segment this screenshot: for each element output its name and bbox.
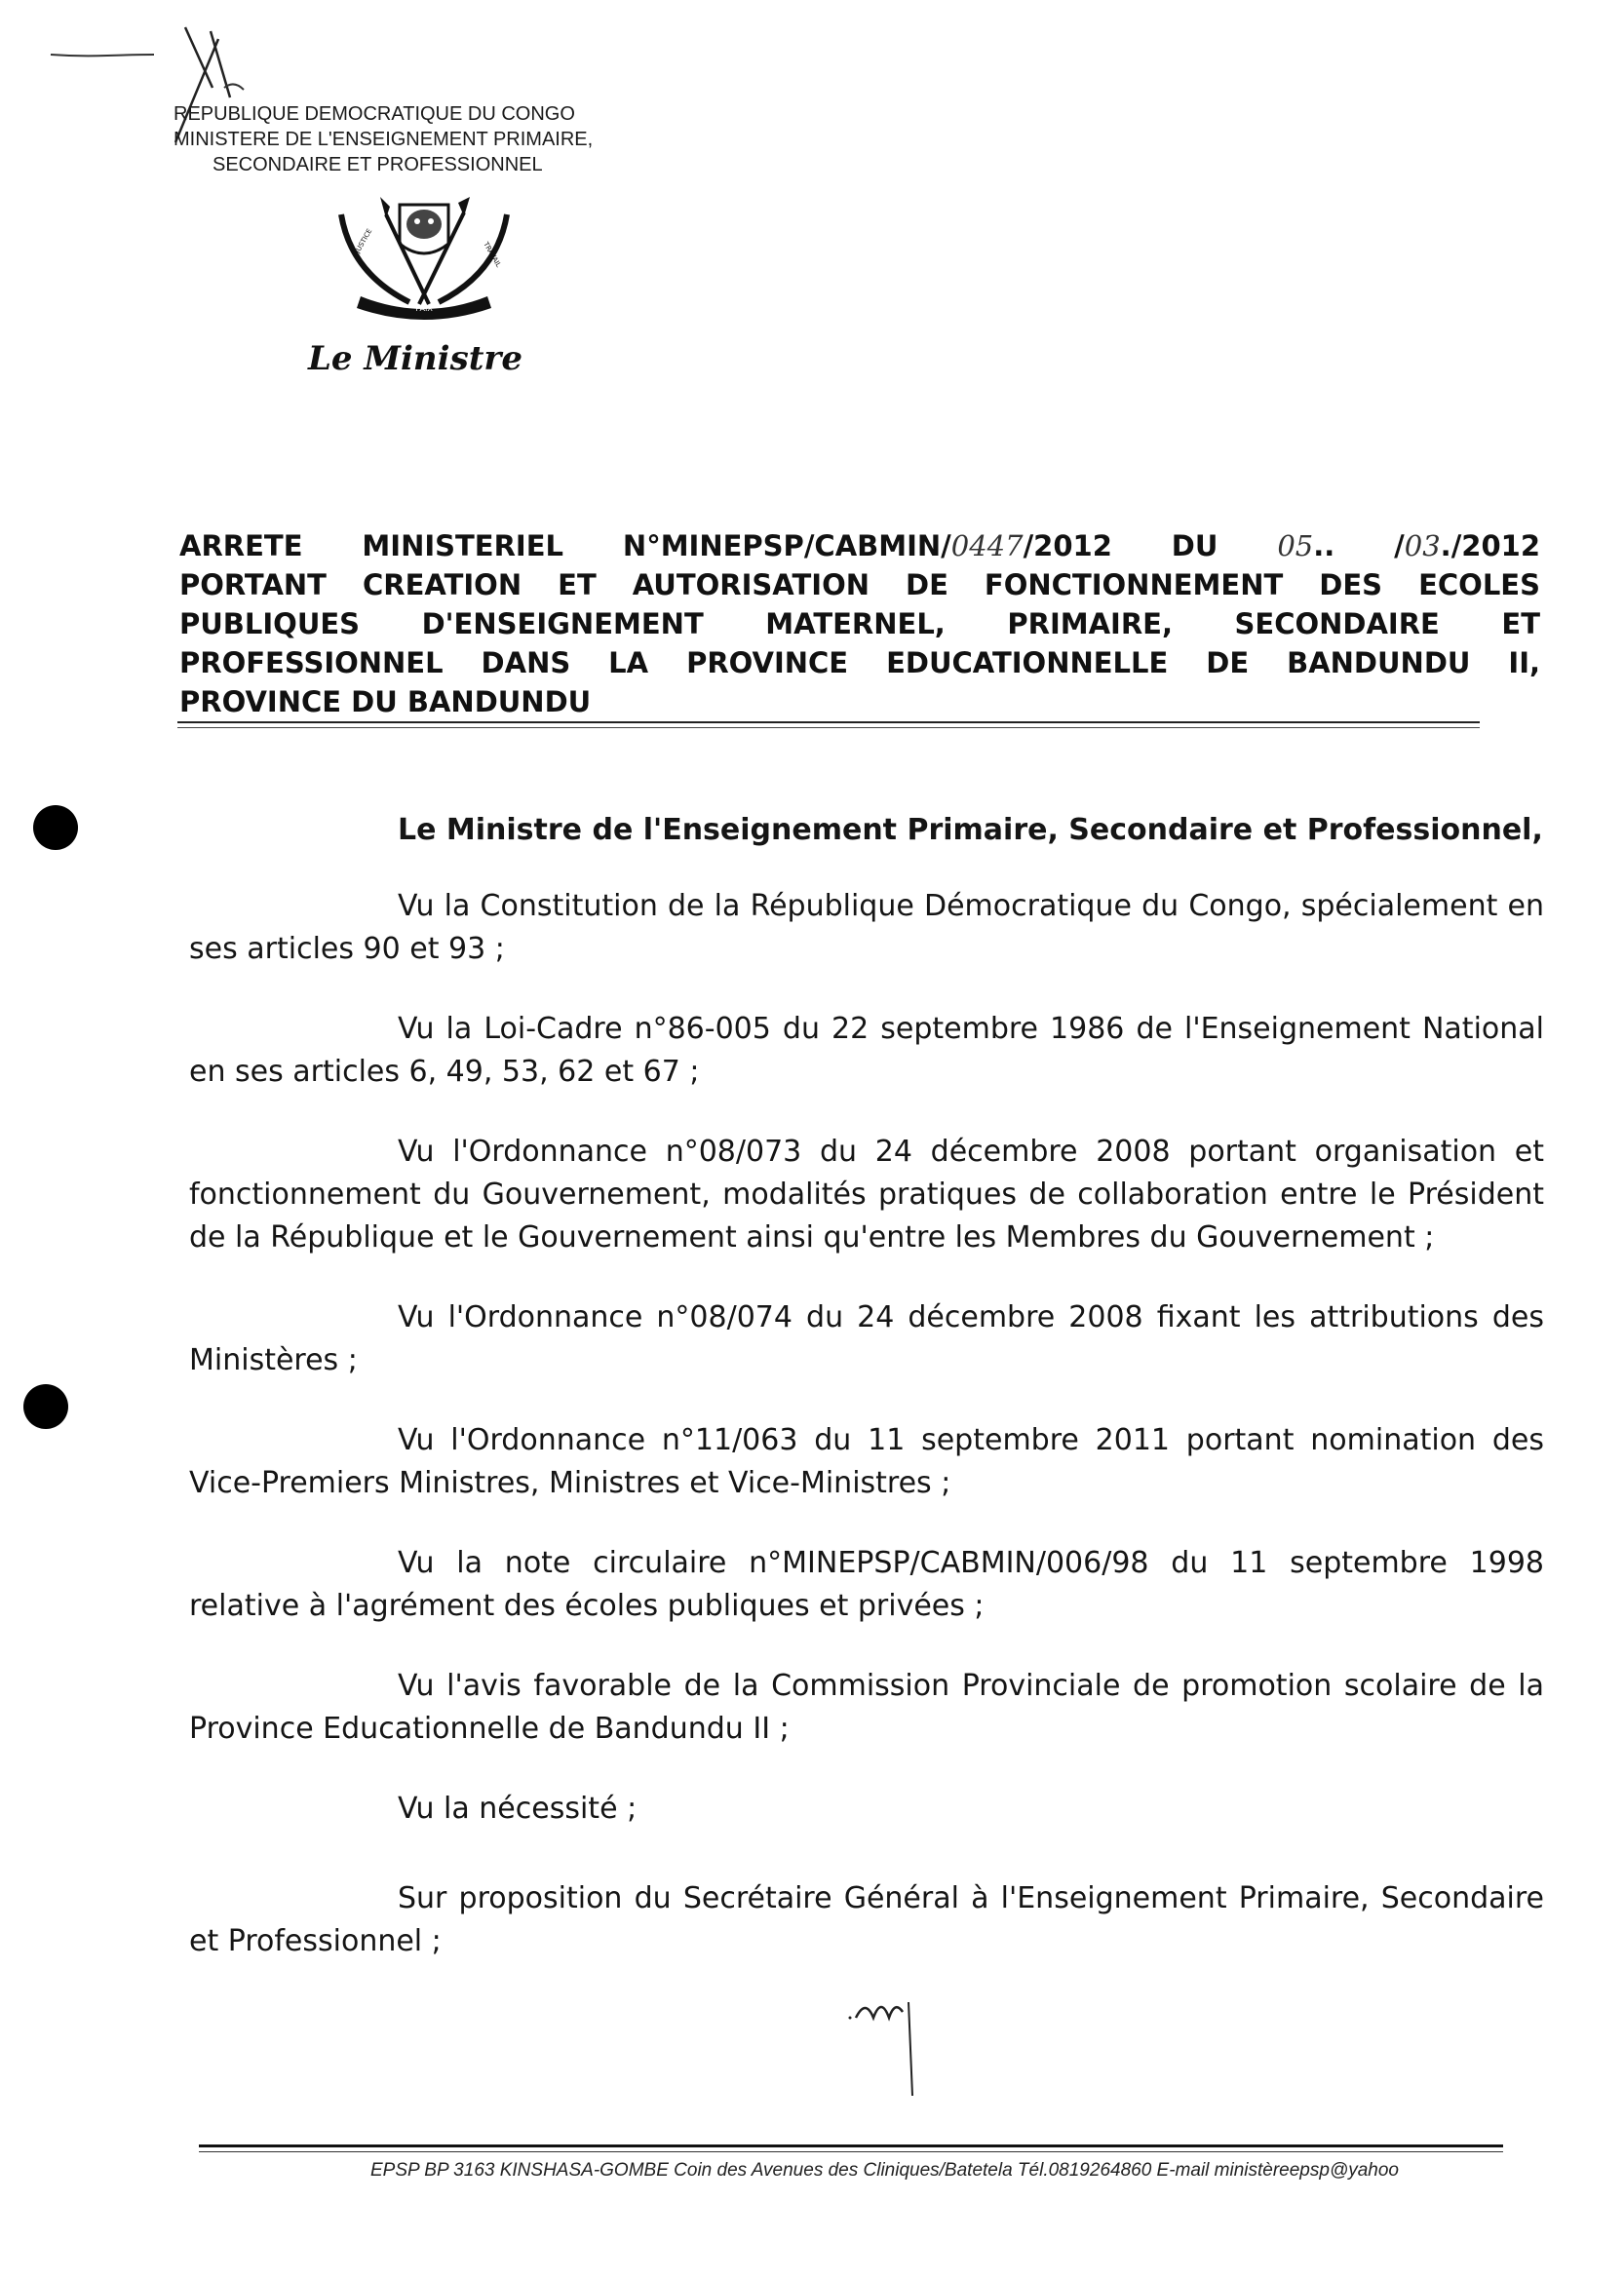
svg-text:PAIX: PAIX <box>415 304 433 313</box>
footer-rule <box>199 2144 1503 2147</box>
recital-loi-cadre: Vu la Loi-Cadre n°86-005 du 22 septembre 1986 de l'Enseignement National en ses articles 6, 49, 53, 62 et 67 ; <box>189 1012 1544 1089</box>
punch-hole-top <box>33 805 78 850</box>
ministry-header <box>174 101 680 177</box>
header-ministry: MINISTERE DE L'ENSEIGNEMENT PRIMAIRE, <box>174 129 594 150</box>
recital-note-circulaire: Vu la note circulaire n°MINEPSP/CABMIN/006/98 du 11 septembre 1998 relative à l'agrément des écoles publiques et privées ; <box>189 1546 1544 1623</box>
recital-avis-commission: Vu l'avis favorable de la Commission Provinciale de promotion scolaire de la Province Educationnelle de Bandundu II ; <box>189 1669 1544 1746</box>
title-line-2: PORTANT CREATION ET AUTORISATION DE FONCTIONNEMENT DES ECOLES <box>179 568 1540 601</box>
svg-text:JUSTICE: JUSTICE <box>353 227 374 254</box>
punch-hole-bottom <box>23 1384 68 1429</box>
recital-necessite: Vu la nécessité ; <box>398 1792 638 1826</box>
header-country: REPUBLIQUE DEMOCRATIQUE DU CONGO <box>174 103 575 125</box>
title-line-1: ARRETE MINISTERIEL N°MINEPSP/CABMIN/0447/2012 DU 05.. /03./2012 <box>179 529 1540 562</box>
svg-text:TRAVAIL: TRAVAIL <box>482 241 503 269</box>
decree-body <box>189 809 1544 2000</box>
recital-ordonnance-08-073: Vu l'Ordonnance n°08/073 du 24 décembre 2008 portant organisation et fonctionnement du Gouvernement, modalités pratiques de collaboration entre le Président de la République et le Gouvernement ainsi qu'entre les Membres du Gouvernement ; <box>189 1135 1544 1255</box>
title-line-3: PUBLIQUES D'ENSEIGNEMENT MATERNEL, PRIMAIRE, SECONDAIRE ET <box>179 607 1540 640</box>
footer-rule-thin <box>199 2151 1503 2152</box>
recital-ordonnance-08-074: Vu l'Ordonnance n°08/074 du 24 décembre 2008 fixant les attributions des Ministères ; <box>189 1300 1544 1377</box>
recital-proposition: Sur proposition du Secrétaire Général à l'Enseignement Primaire, Secondaire et Professionnel ; <box>189 1881 1544 1958</box>
handwritten-signature-mark <box>846 1989 944 2105</box>
decree-title <box>179 526 1540 721</box>
recital-constitution: Vu la Constitution de la République Démocratique du Congo, spécialement en ses articles 90 et 93 ; <box>189 889 1544 966</box>
title-line-4: PROFESSIONNEL DANS LA PROVINCE EDUCATIONNELLE DE BANDUNDU II, <box>179 646 1540 679</box>
title-underline-thin <box>177 727 1480 728</box>
header-ministry-cont: SECONDAIRE ET PROFESSIONNEL <box>213 154 543 175</box>
minister-heading: Le Ministre de l'Enseignement Primaire, Secondaire et Professionnel, <box>398 813 1543 847</box>
handwritten-day: 05 <box>1277 529 1314 562</box>
title-line-5: PROVINCE DU BANDUNDU <box>179 685 592 718</box>
handwritten-decree-number: 0447 <box>950 529 1024 562</box>
coat-of-arms-icon <box>312 195 536 322</box>
recital-ordonnance-11-063: Vu l'Ordonnance n°11/063 du 11 septembre 2011 portant nomination des Vice-Premiers Ministres, Ministres et Vice-Ministres ; <box>189 1423 1544 1500</box>
title-underline <box>177 721 1480 723</box>
minister-script-title: Le Ministre <box>308 339 522 378</box>
footer-address: EPSP BP 3163 KINSHASA-GOMBE Coin des Avenues des Cliniques/Batetela Tél.0819264860 E-mail ministèreepsp@yahoo <box>370 2160 1400 2181</box>
handwritten-month: 03 <box>1404 529 1441 562</box>
